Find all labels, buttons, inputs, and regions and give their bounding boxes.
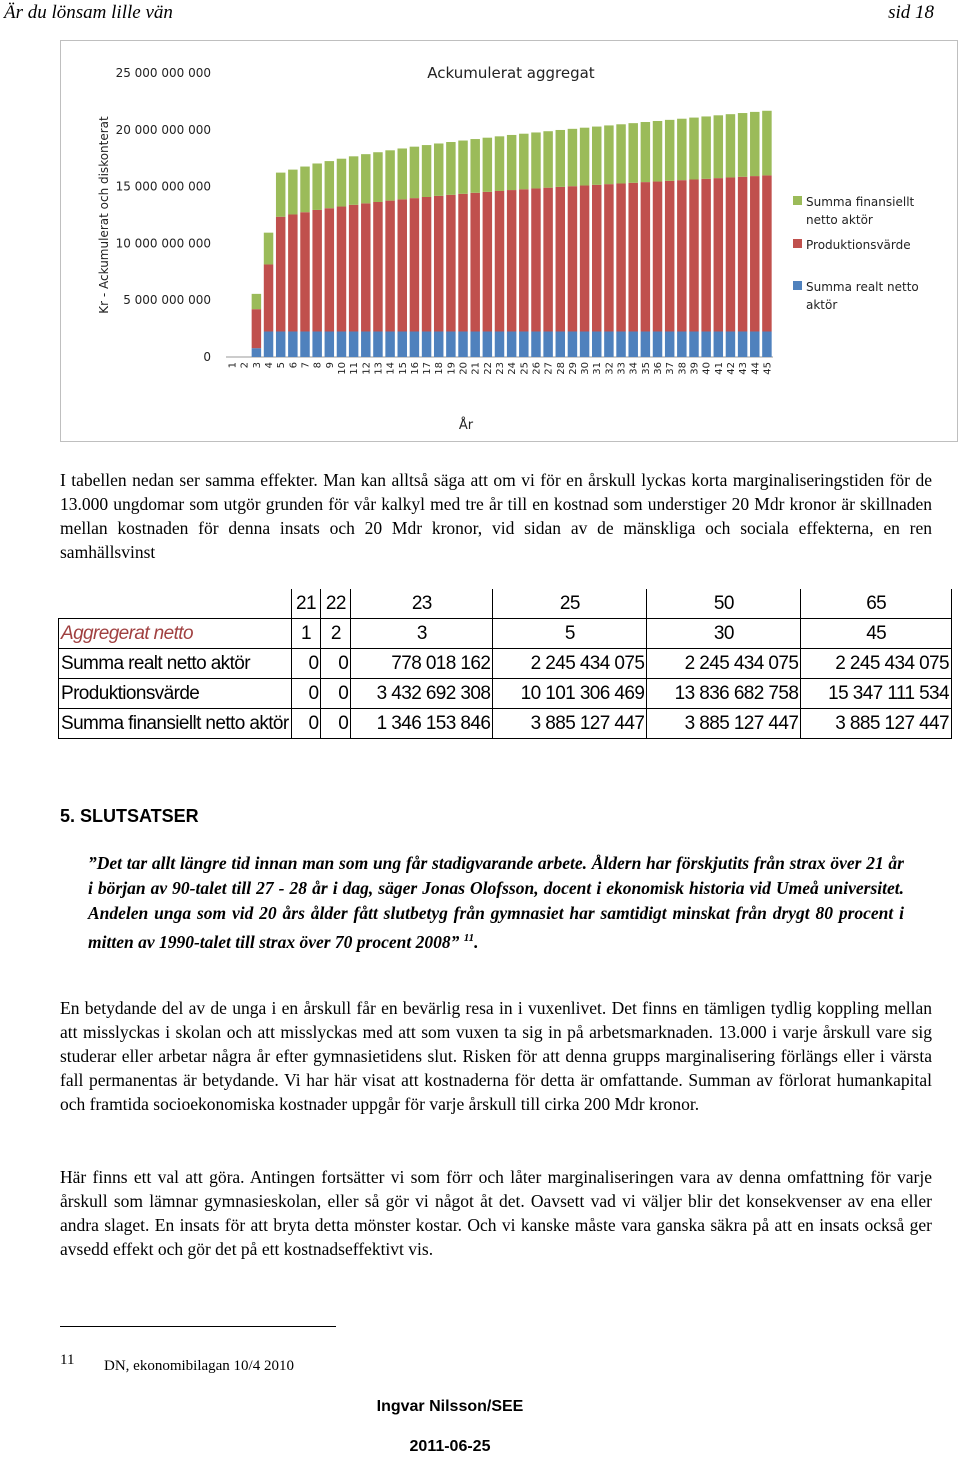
bar-segment <box>264 331 273 357</box>
x-tick-label: 35 <box>640 362 652 375</box>
bar-segment <box>483 331 492 357</box>
bar-segment <box>300 167 309 213</box>
bar-segment <box>556 130 565 187</box>
bar-segment <box>434 196 443 332</box>
bar-segment <box>483 138 492 192</box>
x-tick-label: 12 <box>361 362 373 375</box>
legend-swatch <box>793 196 802 205</box>
document-title: Är du lönsam lille vän <box>4 2 173 23</box>
bar-segment <box>628 183 637 332</box>
bar-segment <box>665 181 674 332</box>
x-tick-label: 4 <box>264 362 276 369</box>
bar-segment <box>507 190 516 331</box>
bar-segment <box>325 161 334 208</box>
table-header-cell: 50 <box>647 589 801 619</box>
bar-segment <box>410 147 419 198</box>
bar-segment <box>592 331 601 357</box>
bar-segment <box>410 331 419 357</box>
table-cell: 2 245 434 075 <box>801 649 952 679</box>
bar-segment <box>592 127 601 185</box>
x-tick-label: 19 <box>446 362 458 375</box>
bar-segment <box>714 331 723 357</box>
bar-segment <box>312 163 321 209</box>
table-cell: 3 885 127 447 <box>493 709 647 739</box>
table-cell: 15 347 111 534 <box>801 679 952 709</box>
page-number: sid 18 <box>888 2 934 23</box>
table-cell: 3 885 127 447 <box>801 709 952 739</box>
x-axis-label: År <box>458 418 474 433</box>
bar-segment <box>531 331 540 357</box>
bar-segment <box>434 143 443 195</box>
x-tick-label: 38 <box>677 362 689 375</box>
bar-segment <box>543 188 552 332</box>
x-tick-label: 41 <box>713 362 725 375</box>
bar-segment <box>604 331 613 357</box>
bar-segment <box>422 197 431 331</box>
bar-segment <box>446 142 455 195</box>
bar-segment <box>689 180 698 332</box>
x-tick-label: 7 <box>300 362 312 369</box>
bar-segment <box>458 331 467 357</box>
bar-segment <box>373 202 382 331</box>
table-cell: 778 018 162 <box>351 649 493 679</box>
x-tick-label: 3 <box>251 362 263 369</box>
bar-segment <box>641 122 650 182</box>
bar-segment <box>495 191 504 332</box>
bar-segment <box>653 121 662 182</box>
bar-segment <box>361 331 370 357</box>
bar-segment <box>337 159 346 207</box>
x-tick-label: 43 <box>738 362 750 375</box>
bar-segment <box>470 193 479 332</box>
bar-segment <box>446 331 455 357</box>
section-heading: 5. SLUTSATSER <box>60 806 199 826</box>
bar-segment <box>385 331 394 357</box>
paragraph-body-1: En betydande del av de unga i en årskull får en bevärlig resa in i vuxenlivet. Det finns en tämligen tydlig koppling mellan att misslyckas i skolan och att misslyckas med att som vuxen ta sig in på arbetsmarknaden. 13.000 i varje årskull vare sig studerar eller arbetar några år efter gymnasietidens slut. Risken för att denna grupps marginalisering förlängs eller i värsta fall permanentas är betydande. Vi har här visat att kostnaderna för detta är omfattande. Summan av förlorat humankapital och framtida socioekonomiska kostnader uppgår för varje årskull till cirka 200 Mdr kronor. <box>60 998 932 1114</box>
table-corner <box>59 589 292 619</box>
x-tick-label: 23 <box>495 362 506 375</box>
legend-label: Summa realt netto <box>806 280 919 294</box>
bar-segment <box>288 214 297 331</box>
bar-segment <box>312 210 321 332</box>
bar-segment <box>373 331 382 357</box>
bar-segment <box>738 113 747 177</box>
y-tick-label: 10 000 000 000 <box>115 236 211 251</box>
legend-label: aktör <box>806 298 838 312</box>
stacked-bar-chart <box>61 41 957 441</box>
bar-segment <box>252 348 261 357</box>
bar-segment <box>252 294 261 309</box>
bar-segment <box>616 183 625 331</box>
table-cell: 1 <box>291 619 321 649</box>
bar-segment <box>422 145 431 197</box>
table-cell: 2 245 434 075 <box>647 649 801 679</box>
bar-segment <box>458 194 467 332</box>
bar-segment <box>701 116 710 178</box>
bar-segment <box>641 182 650 331</box>
x-tick-label: 33 <box>616 362 628 375</box>
bar-segment <box>422 331 431 357</box>
bar-segment <box>701 331 710 357</box>
bar-segment <box>398 331 407 357</box>
bar-segment <box>337 331 346 357</box>
bar-segment <box>689 331 698 357</box>
bar-segment <box>483 192 492 332</box>
bar-segment <box>714 178 723 331</box>
x-tick-label: 11 <box>349 362 361 375</box>
table-cell: 0 <box>291 709 321 739</box>
bar-segment <box>568 129 577 186</box>
bar-segment <box>701 179 710 332</box>
table-header-cell: 65 <box>801 589 952 619</box>
bar-segment <box>543 331 552 357</box>
table-cell: 0 <box>291 679 321 709</box>
bar-segment <box>604 125 613 184</box>
bar-segment <box>373 152 382 202</box>
bar-segment <box>531 188 540 331</box>
bar-segment <box>288 331 297 357</box>
bar-segment <box>398 199 407 331</box>
legend-label: netto aktör <box>806 213 873 227</box>
bar-segment <box>519 189 528 331</box>
table-header-cell: 25 <box>493 589 647 619</box>
page-header <box>4 2 934 26</box>
x-tick-label: 28 <box>555 362 567 375</box>
x-tick-label: 45 <box>762 362 774 375</box>
x-tick-label: 42 <box>725 362 737 375</box>
table-cell: 0 <box>291 649 321 679</box>
bar-segment <box>495 136 504 191</box>
bar-segment <box>750 176 759 331</box>
bar-segment <box>264 264 273 331</box>
x-tick-label: 8 <box>312 362 324 369</box>
bar-segment <box>653 182 662 332</box>
x-tick-label: 30 <box>580 362 592 375</box>
y-tick-label: 20 000 000 000 <box>115 122 211 137</box>
row-label: Summa realt netto aktör <box>59 649 292 679</box>
bar-segment <box>568 186 577 331</box>
bar-segment <box>677 180 686 331</box>
x-tick-label: 37 <box>665 362 677 375</box>
bar-segment <box>556 331 565 357</box>
x-tick-label: 21 <box>470 362 482 375</box>
x-tick-label: 31 <box>592 362 604 375</box>
x-tick-label: 24 <box>507 362 519 375</box>
table-row <box>59 619 952 649</box>
bar-segment <box>495 331 504 357</box>
table-cell: 0 <box>321 679 351 709</box>
bar-segment <box>385 150 394 200</box>
bar-segment <box>458 141 467 194</box>
bar-segment <box>252 309 261 348</box>
footnote-text: DN, ekonomibilagan 10/4 2010 <box>104 1358 294 1374</box>
table-header-row <box>59 589 952 619</box>
x-tick-label: 36 <box>653 362 665 375</box>
bar-segment <box>507 331 516 357</box>
x-tick-label: 5 <box>276 362 288 369</box>
bar-segment <box>361 154 370 203</box>
table-cell: 2 245 434 075 <box>493 649 647 679</box>
x-tick-label: 25 <box>519 362 531 375</box>
x-tick-label: 26 <box>531 362 543 375</box>
table-cell: 3 432 692 308 <box>351 679 493 709</box>
quote-end: . <box>474 931 479 952</box>
table-cell: 13 836 682 758 <box>647 679 801 709</box>
x-tick-label: 39 <box>689 362 701 375</box>
x-tick-label: 15 <box>397 362 409 375</box>
bar-segment <box>410 198 419 331</box>
footnote-divider <box>60 1326 336 1327</box>
table-cell: 3 <box>351 619 493 649</box>
bar-segment <box>665 120 674 181</box>
bar-segment <box>385 201 394 332</box>
bar-segment <box>325 331 334 357</box>
bar-segment <box>470 331 479 357</box>
row-label: Produktionsvärde <box>59 679 292 709</box>
table-header-cell: 21 <box>291 589 321 619</box>
bar-segment <box>762 111 771 176</box>
bar-segment <box>677 119 686 180</box>
bar-segment <box>641 331 650 357</box>
bar-segment <box>677 331 686 357</box>
x-tick-label: 27 <box>543 362 555 375</box>
bar-segment <box>556 187 565 332</box>
bar-segment <box>750 112 759 176</box>
x-tick-label: 9 <box>324 362 336 369</box>
table-cell: 1 346 153 846 <box>351 709 493 739</box>
bar-segment <box>568 331 577 357</box>
quote-block <box>88 851 904 955</box>
bar-segment <box>653 331 662 357</box>
table-header-cell: 23 <box>351 589 493 619</box>
table-cell: 0 <box>321 649 351 679</box>
data-table <box>58 589 952 739</box>
bar-segment <box>592 185 601 332</box>
bar-segment <box>361 203 370 331</box>
bar-segment <box>628 331 637 357</box>
table-cell: 30 <box>647 619 801 649</box>
bar-segment <box>726 177 735 331</box>
x-tick-label: 32 <box>604 362 616 375</box>
x-tick-label: 44 <box>750 362 762 375</box>
bar-segment <box>543 131 552 187</box>
bar-segment <box>398 148 407 199</box>
bar-segment <box>300 212 309 331</box>
bar-segment <box>507 135 516 190</box>
bar-segment <box>616 124 625 183</box>
table-header-cell: 22 <box>321 589 351 619</box>
bar-segment <box>300 331 309 357</box>
bar-segment <box>726 114 735 177</box>
paragraph-body-2: Här finns ett val att göra. Antingen fortsätter vi som förr och låter marginaliseringen vara av denna omfattning för varje årskull som lämnar gymnasieskolan, eller så gör vi något åt det. Oavsett vad vi väljer blir det konsekvenser av ena eller andra slaget. En insats för att bryta detta mönster kostar. Och vi kanske måste vara ganska säkra på att en insats också ger avsedd effekt och gör det på ett kostnadseffektivt vis. <box>60 1167 932 1259</box>
bar-segment <box>276 173 285 217</box>
table-cell: 0 <box>321 709 351 739</box>
footer-date: 2011-06-25 <box>409 1438 491 1455</box>
bar-segment <box>665 331 674 357</box>
bar-segment <box>689 118 698 180</box>
legend-swatch <box>793 281 802 290</box>
bar-segment <box>738 331 747 357</box>
bar-segment <box>264 233 273 265</box>
x-tick-label: 16 <box>409 362 421 375</box>
x-tick-label: 34 <box>628 362 640 375</box>
legend-swatch <box>793 239 802 248</box>
table-cell: 3 885 127 447 <box>647 709 801 739</box>
x-tick-label: 1 <box>227 362 239 369</box>
table-cell: 5 <box>493 619 647 649</box>
x-tick-label: 40 <box>701 362 713 375</box>
bar-segment <box>628 123 637 183</box>
legend-label: Summa finansiellt <box>806 195 915 209</box>
table-row <box>59 649 952 679</box>
x-tick-label: 22 <box>482 362 494 375</box>
bar-segment <box>726 331 735 357</box>
bar-segment <box>349 156 358 205</box>
bar-segment <box>714 115 723 178</box>
x-tick-label: 18 <box>434 362 446 375</box>
bar-segment <box>519 331 528 357</box>
bar-segment <box>580 186 589 332</box>
bar-segment <box>349 205 358 332</box>
bar-segment <box>580 331 589 357</box>
x-tick-label: 2 <box>239 362 251 369</box>
x-tick-label: 14 <box>385 362 397 375</box>
chart-title: Ackumulerat aggregat <box>427 64 595 82</box>
table-row <box>59 679 952 709</box>
row-label: Summa finansiellt netto aktör <box>59 709 292 739</box>
quote-text: ”Det tar allt längre tid innan man som ung får stadigvarande arbete. Åldern har förskjutits från strax över 21 år i början av 90-talet till 27 - 28 år i dag, säger Jonas Olofsson, docent i ekonomisk historia vid Umeå universitet. Andelen unga som vid 20 års ålder fått slutbetyg från gymnasiet har samtidigt minskat från drygt 80 procent i mitten av 1990-talet till strax över 70 procent 2008” <box>88 853 904 952</box>
bar-segment <box>349 331 358 357</box>
y-tick-label: 5 000 000 000 <box>123 293 211 308</box>
bar-segment <box>750 331 759 357</box>
bar-segment <box>519 134 528 190</box>
bar-segment <box>616 331 625 357</box>
bar-segment <box>276 217 285 332</box>
bar-segment <box>580 128 589 186</box>
x-tick-label: 29 <box>567 362 579 375</box>
footnote-ref: 11 <box>463 932 475 944</box>
x-tick-label: 20 <box>458 362 470 375</box>
bar-segment <box>446 195 455 332</box>
bar-segment <box>312 331 321 357</box>
bar-segment <box>762 175 771 331</box>
footer-author: Ingvar Nilsson/SEE <box>376 1398 524 1415</box>
bar-segment <box>288 170 297 215</box>
bar-segment <box>531 132 540 188</box>
table-cell: 45 <box>801 619 952 649</box>
bar-segment <box>434 331 443 357</box>
bar-segment <box>470 139 479 193</box>
table-cell: 10 101 306 469 <box>493 679 647 709</box>
y-tick-label: 0 <box>203 350 211 364</box>
x-tick-label: 17 <box>422 362 434 375</box>
x-tick-label: 10 <box>336 362 348 375</box>
x-tick-label: 6 <box>288 362 300 369</box>
footnote-number: 11 <box>60 1352 75 1368</box>
paragraph-intro: I tabellen nedan ser samma effekter. Man kan alltså säga att om vi för en årskull lyckas korta marginaliseringstiden för de 13.000 ungdomar som utgör grunden för vår kalkyl med tre år till en kostnad som understiger 20 Mdr kronor är skillnaden mellan kostnaden för denna insats och 20 Mdr kronor, vid sidan av de mänskliga och sociala effekterna, en ren samhällsvinst <box>60 470 932 562</box>
x-tick-label: 13 <box>373 362 385 375</box>
table-row <box>59 709 952 739</box>
bar-segment <box>604 184 613 331</box>
chart-container <box>60 40 958 442</box>
bar-segment <box>276 331 285 357</box>
y-tick-label: 25 000 000 000 <box>115 66 211 80</box>
bar-segment <box>325 208 334 331</box>
bar-segment <box>762 331 771 357</box>
y-tick-label: 15 000 000 000 <box>115 179 211 194</box>
row-label: Aggregerat netto <box>59 619 292 649</box>
y-axis-label: Kr - Ackumulerat och diskonterat <box>97 116 111 314</box>
bar-segment <box>738 177 747 332</box>
legend-label: Produktionsvärde <box>806 238 911 252</box>
bar-segment <box>337 207 346 332</box>
table-cell: 2 <box>321 619 351 649</box>
